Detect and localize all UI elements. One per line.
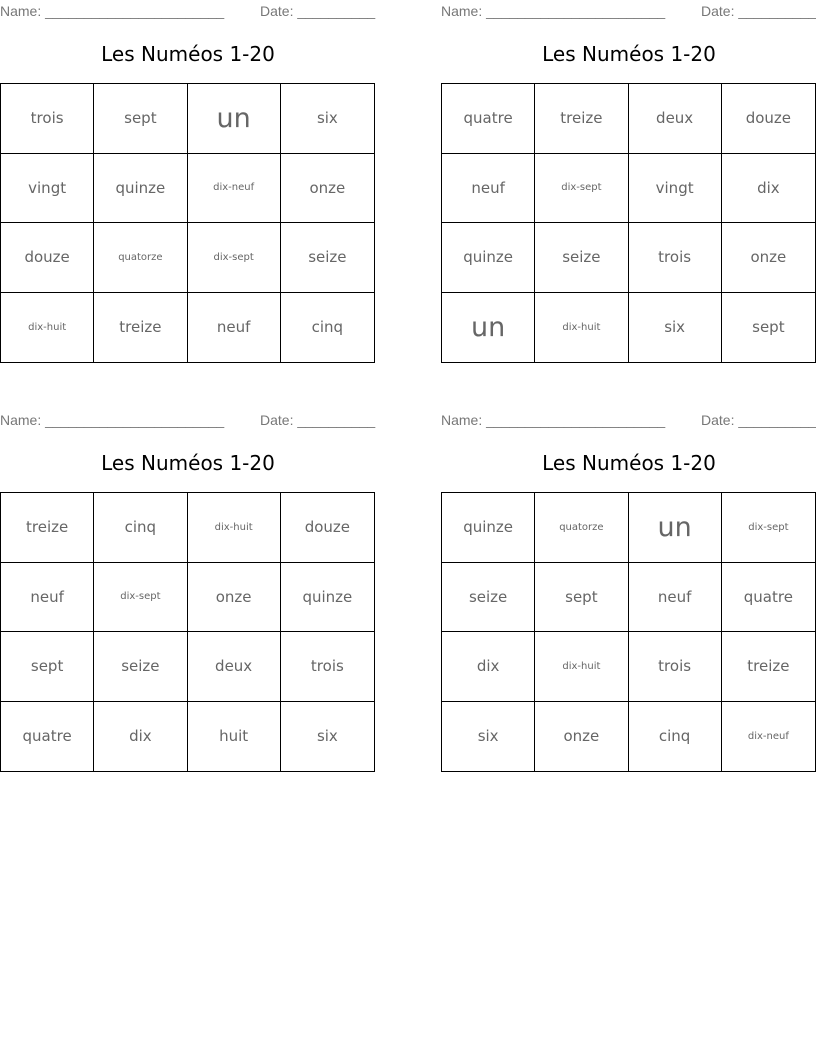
card-title: Les Numéos 1-20	[542, 42, 716, 66]
bingo-cell[interactable]: dix	[722, 154, 815, 224]
name-field[interactable]: Name: _______________________	[0, 3, 225, 19]
bingo-cell[interactable]: trois	[281, 632, 374, 702]
bingo-cell[interactable]: quatre	[442, 84, 535, 154]
bingo-cell[interactable]: quinze	[281, 563, 374, 633]
bingo-grid	[0, 492, 375, 772]
card-header	[0, 409, 376, 431]
name-field[interactable]: Name: _______________________	[441, 412, 666, 428]
bingo-cell[interactable]: onze	[722, 223, 815, 293]
bingo-cell[interactable]: treize	[94, 293, 187, 363]
bingo-cell[interactable]: neuf	[1, 563, 94, 633]
bingo-cell[interactable]: douze	[281, 493, 374, 563]
bingo-cell[interactable]: un	[188, 84, 281, 154]
bingo-cell[interactable]: quatre	[1, 702, 94, 772]
bingo-cell[interactable]: huit	[188, 702, 281, 772]
bingo-cell[interactable]: cinq	[94, 493, 187, 563]
bingo-cell[interactable]: douze	[1, 223, 94, 293]
bingo-cell[interactable]: dix-sept	[188, 223, 281, 293]
bingo-cell[interactable]: dix-huit	[188, 493, 281, 563]
card-title: Les Numéos 1-20	[542, 451, 716, 475]
bingo-cell[interactable]: quinze	[94, 154, 187, 224]
bingo-cell[interactable]: neuf	[629, 563, 722, 633]
card-title: Les Numéos 1-20	[101, 451, 275, 475]
bingo-cell[interactable]: seize	[535, 223, 628, 293]
bingo-cell[interactable]: un	[442, 293, 535, 363]
bingo-cell[interactable]: dix-sept	[94, 563, 187, 633]
bingo-cell[interactable]: vingt	[629, 154, 722, 224]
bingo-cell[interactable]: dix-sept	[722, 493, 815, 563]
bingo-cell[interactable]: un	[629, 493, 722, 563]
card-header	[0, 0, 376, 22]
bingo-cell[interactable]: vingt	[1, 154, 94, 224]
date-field[interactable]: Date: __________	[260, 3, 376, 19]
name-field[interactable]: Name: _______________________	[441, 3, 666, 19]
bingo-cell[interactable]: sept	[1, 632, 94, 702]
bingo-cell[interactable]: treize	[535, 84, 628, 154]
bingo-cell[interactable]: quinze	[442, 493, 535, 563]
bingo-grid	[441, 492, 816, 772]
bingo-cell[interactable]: cinq	[629, 702, 722, 772]
bingo-cell[interactable]: quatre	[722, 563, 815, 633]
bingo-cell[interactable]: treize	[1, 493, 94, 563]
name-field[interactable]: Name: _______________________	[0, 412, 225, 428]
bingo-cell[interactable]: dix-huit	[535, 632, 628, 702]
bingo-cell[interactable]: dix-huit	[1, 293, 94, 363]
bingo-cell[interactable]: deux	[188, 632, 281, 702]
bingo-cell[interactable]: neuf	[442, 154, 535, 224]
bingo-grid	[441, 83, 816, 363]
card-title: Les Numéos 1-20	[101, 42, 275, 66]
bingo-cell[interactable]: six	[629, 293, 722, 363]
bingo-cell[interactable]: cinq	[311, 318, 344, 337]
bingo-cell[interactable]: dix-neuf	[747, 730, 789, 742]
bingo-cell[interactable]: six	[316, 727, 338, 746]
bingo-cell[interactable]: douze	[722, 84, 815, 154]
bingo-cell[interactable]: sept	[94, 84, 187, 154]
card-header	[441, 409, 816, 431]
bingo-cell[interactable]: onze	[281, 154, 374, 224]
bingo-cell[interactable]: quatorze	[94, 223, 187, 293]
date-field[interactable]: Date: __________	[260, 412, 376, 428]
bingo-cell[interactable]: dix	[94, 702, 187, 772]
bingo-cell[interactable]: neuf	[188, 293, 281, 363]
bingo-cell[interactable]: dix-neuf	[188, 154, 281, 224]
bingo-cell[interactable]: quinze	[442, 223, 535, 293]
bingo-cell[interactable]: trois	[629, 632, 722, 702]
bingo-cell[interactable]: trois	[1, 84, 94, 154]
bingo-cell[interactable]: sept	[535, 563, 628, 633]
bingo-cell[interactable]: quatorze	[535, 493, 628, 563]
bingo-cell[interactable]: sept	[752, 318, 785, 337]
bingo-cell[interactable]: trois	[629, 223, 722, 293]
bingo-cell[interactable]: dix	[442, 632, 535, 702]
date-field[interactable]: Date: __________	[701, 412, 816, 428]
bingo-cell[interactable]: onze	[535, 702, 628, 772]
bingo-grid	[0, 83, 375, 363]
bingo-cell[interactable]: seize	[442, 563, 535, 633]
bingo-cell[interactable]: six	[442, 702, 535, 772]
bingo-cell[interactable]: treize	[722, 632, 815, 702]
bingo-cell[interactable]: deux	[629, 84, 722, 154]
bingo-cell[interactable]: seize	[94, 632, 187, 702]
bingo-cell[interactable]: six	[281, 84, 374, 154]
card-header	[441, 0, 816, 22]
date-field[interactable]: Date: __________	[701, 3, 816, 19]
bingo-cell[interactable]: dix-huit	[535, 293, 628, 363]
bingo-cell[interactable]: seize	[281, 223, 374, 293]
bingo-cell[interactable]: onze	[188, 563, 281, 633]
bingo-cell[interactable]: dix-sept	[535, 154, 628, 224]
